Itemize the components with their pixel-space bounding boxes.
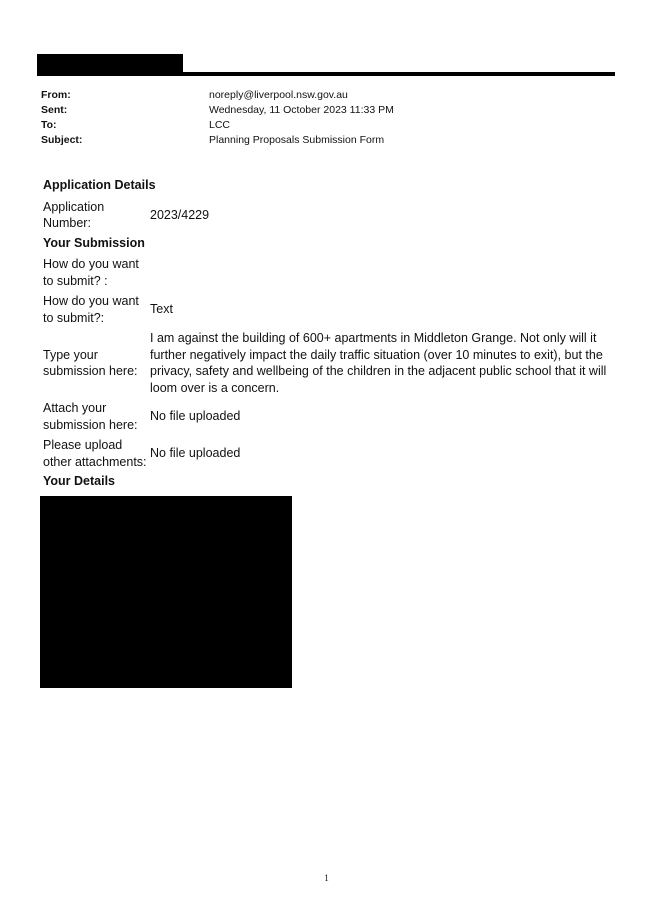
subject-value: Planning Proposals Submission Form (209, 134, 385, 146)
application-number-row (43, 197, 618, 234)
application-details-heading: Application Details (43, 178, 156, 192)
page-number: 1 (324, 873, 329, 883)
how-submit-row-1 (43, 254, 618, 291)
submission-form (43, 176, 618, 493)
other-attach-label: Please upload other attachments: (43, 438, 147, 469)
type-submission-row (43, 328, 618, 398)
to-label: To: (41, 119, 57, 131)
how-submit-value-2: Text (150, 302, 173, 317)
how-submit-row-2 (43, 291, 618, 328)
sent-row (41, 103, 394, 118)
attach-value: No file uploaded (150, 409, 241, 424)
sent-label: Sent: (41, 104, 68, 116)
your-details-heading: Your Details (43, 474, 116, 488)
how-submit-label-1: How do you want to submit? : (43, 257, 139, 288)
type-submission-value: I am against the building of 600+ apartments in Middleton Grange. Not only will it further negatively impact the daily traffic situation (over 10 minutes to exit), but the privacy, safety and wellbeing of the children in the adjacent public school that it will loom over is a concern. (150, 331, 607, 395)
to-row (41, 118, 394, 133)
from-value: noreply@liverpool.nsw.gov.au (209, 89, 348, 101)
your-submission-heading: Your Submission (43, 235, 145, 250)
other-attach-row (43, 435, 618, 472)
email-header (41, 88, 394, 148)
subject-label: Subject: (41, 134, 83, 146)
application-number-value: 2023/4229 (150, 207, 210, 222)
application-number-label: Application Number: (43, 199, 105, 230)
to-value: LCC (209, 119, 231, 131)
from-row (41, 88, 394, 103)
attach-row (43, 398, 618, 435)
other-attach-value: No file uploaded (150, 446, 241, 461)
how-submit-label-2: How do you want to submit?: (43, 294, 139, 325)
attach-label: Attach your submission here: (43, 401, 138, 432)
subject-row (41, 133, 394, 148)
type-submission-label: Type your submission here: (43, 347, 138, 378)
sent-value: Wednesday, 11 October 2023 11:33 PM (209, 104, 394, 116)
from-label: From: (41, 89, 71, 101)
redaction-block-details (40, 496, 292, 688)
redaction-bar-top (37, 54, 183, 74)
header-rule (37, 72, 615, 76)
